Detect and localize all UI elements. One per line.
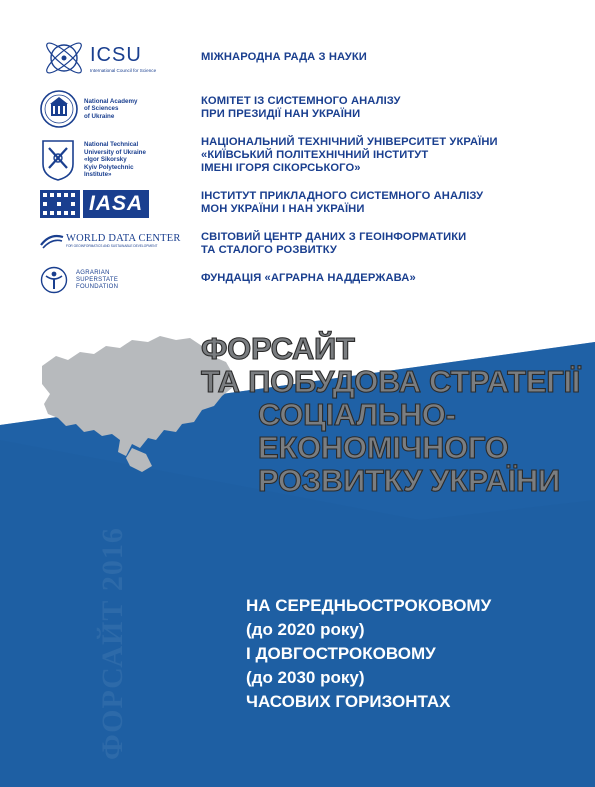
icsu-logo (40, 36, 156, 80)
org-wdc-line1: СВІТОВИЙ ЦЕНТР ДАНИХ З ГЕОІНФОРМАТИКИ (201, 231, 467, 243)
subtitle-line-4: (до 2030 року) (246, 668, 365, 687)
org-iasa (201, 190, 483, 216)
org-asf-line1: ФУНДАЦІЯ «АГРАРНА НАДДЕРЖАВА» (201, 272, 416, 284)
org-kpi (201, 136, 498, 175)
asf-line1: AGRARIAN (76, 269, 110, 276)
nasu-line2: of Sciences (84, 105, 119, 113)
asf-line3: FOUNDATION (76, 283, 119, 290)
org-wdc-line2: ТА СТАЛОГО РОЗВИТКУ (201, 244, 337, 256)
kpi-line2: University of Ukraine (84, 148, 146, 156)
title-line-5: РОЗВИТКУ УКРАЇНИ (258, 463, 560, 498)
nasu-emblem-icon (40, 88, 78, 130)
subtitle (246, 594, 491, 714)
vertical-year-text: ФОРСАЙТ 2016 (96, 527, 129, 760)
org-committee (201, 95, 401, 121)
org-iasa-line1: ІНСТИТУТ ПРИКЛАДНОГО СИСТЕМНОГО АНАЛІЗУ (201, 190, 484, 202)
kpi-line3: «Igor Sikorsky (84, 156, 127, 164)
nasu-line1: National Academy (84, 97, 138, 105)
title-line-4: ЕКОНОМІЧНОГО (258, 430, 509, 465)
subtitle-line-5: ЧАСОВИХ ГОРИЗОНТАХ (246, 692, 451, 711)
icsu-emblem-icon (40, 36, 88, 80)
icsu-name: ICSU (90, 43, 142, 66)
kpi-line4: Kyiv Polytechnic (84, 163, 134, 171)
org-kpi-line1: НАЦІОНАЛЬНИЙ ТЕХНІЧНИЙ УНІВЕРСИТЕТ УКРАЇНИ (201, 136, 498, 148)
wdc-swoosh-icon (40, 233, 64, 249)
org-kpi-line2: «КИЇВСЬКИЙ ПОЛІТЕХНІЧНИЙ ІНСТИТУТ (201, 149, 429, 161)
org-asf (201, 272, 416, 285)
org-committee-line1: КОМІТЕТ ІЗ СИСТЕМНОГО АНАЛІЗУ (201, 95, 401, 107)
nasu-logo (40, 88, 137, 130)
iasa-grid-icon (40, 190, 80, 218)
kpi-line5: Institute» (84, 171, 112, 179)
subtitle-line-3: І ДОВГОСТРОКОВОМУ (246, 644, 436, 663)
org-kpi-line3: ІМЕНІ ІГОРЯ СІКОРСЬКОГО» (201, 162, 361, 174)
wdc-logo (40, 233, 181, 249)
kpi-logo (40, 138, 146, 182)
subtitle-line-1: НА СЕРЕДНЬОСТРОКОВОМУ (246, 596, 492, 615)
org-icsu-line1: МІЖНАРОДНА РАДА З НАУКИ (201, 51, 367, 63)
title-line-2: ТА ПОБУДОВА СТРАТЕГІЇ (201, 364, 581, 399)
org-wdc (201, 231, 466, 257)
org-iasa-line2: МОН УКРАЇНИ І НАН УКРАЇНИ (201, 203, 365, 215)
kpi-line1: National Technical (84, 141, 139, 149)
iasa-logo (40, 190, 149, 218)
wdc-name: WORLD DATA CENTER (66, 233, 181, 244)
asf-logo (40, 266, 118, 294)
wdc-subtitle: FOR GEOINFORMATICS AND SUSTAINABLE DEVELOPMENT (66, 244, 158, 248)
org-committee-line2: ПРИ ПРЕЗИДІЇ НАН УКРАЇНИ (201, 108, 361, 120)
iasa-name: IASA (83, 190, 149, 218)
title-line-1: ФОРСАЙТ (201, 331, 355, 366)
org-icsu (201, 51, 367, 64)
title-line-3: СОЦІАЛЬНО- (258, 397, 456, 432)
asf-line2: SUPERSTATE (76, 276, 119, 283)
asf-emblem-icon (40, 266, 68, 294)
subtitle-line-2: (до 2020 року) (246, 620, 365, 639)
icsu-subtitle: International Council for Science (90, 67, 157, 73)
nasu-line3: of Ukraine (84, 112, 115, 120)
kpi-emblem-icon (40, 138, 76, 182)
